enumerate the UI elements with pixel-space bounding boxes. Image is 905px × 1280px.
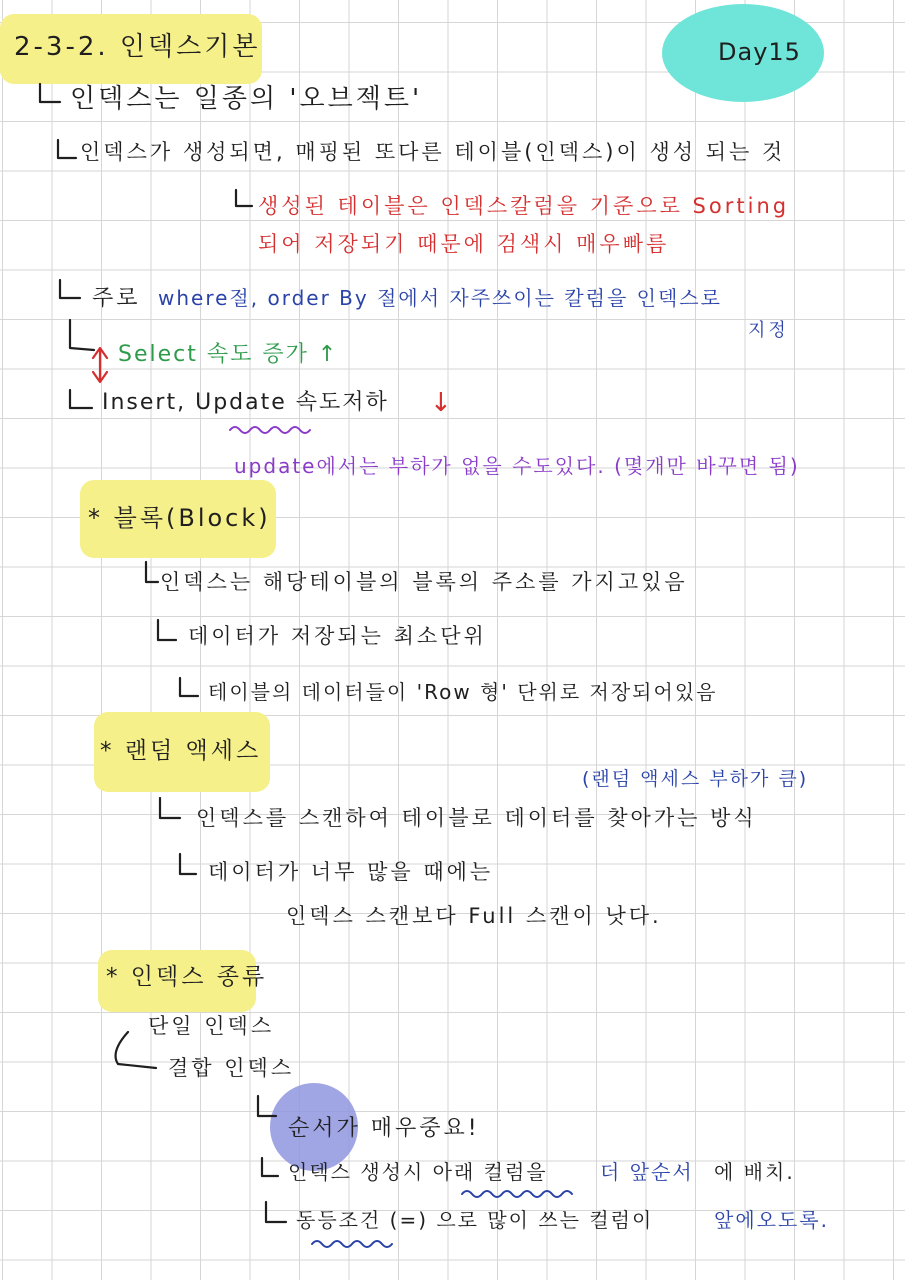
random-access-note-2: 데이터가 너무 많을 때에는 — [208, 860, 494, 884]
composite-note-create-a: 인덱스 생성시 아래 컬럼을 — [288, 1160, 548, 1184]
index-type-single: 단일 인덱스 — [148, 1014, 275, 1038]
composite-note-equal-a: 동등조건 (=) 으로 많이 쓰는 컬럼이 — [296, 1208, 654, 1232]
bullet-mark — [60, 280, 80, 298]
bullet-mark — [116, 1032, 156, 1068]
composite-note-create-b: 에 배치. — [714, 1160, 795, 1184]
day-badge: Day15 — [718, 38, 801, 66]
update-underline — [230, 427, 310, 433]
note-line-7-purple: update에서는 부하가 없을 수도있다. (몇개만 바꾸면 됨) — [234, 454, 800, 478]
note-line-3-red-1: 생성된 테이블은 인덱스칼럼을 기준으로 Sorting — [258, 194, 790, 218]
equality-underline — [312, 1241, 392, 1247]
updown-arrow — [93, 348, 107, 382]
bullet-mark — [70, 390, 92, 408]
block-heading: * 블록(Block) — [88, 504, 271, 532]
note-line-3-red-2: 되어 저장되기 때문에 검색시 매우빠름 — [258, 232, 670, 256]
bullet-mark — [258, 1096, 276, 1116]
composite-note-order: 순서가 매우중요! — [288, 1116, 480, 1141]
bullet-mark — [146, 562, 158, 582]
index-type-composite: 결합 인덱스 — [168, 1056, 295, 1080]
block-note-2: 데이터가 저장되는 최소단위 — [188, 624, 487, 648]
note-line-5-green: Select 속도 증가 ↑ — [118, 342, 339, 367]
composite-note-equal-blue: 앞에오도록. — [714, 1208, 829, 1232]
note-line-4-blue-2: 지정 — [748, 320, 789, 341]
note-line-2: 인덱스가 생성되면, 매핑된 또다른 테이블(인덱스)이 생성 되는 것 — [80, 140, 786, 164]
composite-note-create-blue: 더 앞순서 — [600, 1160, 694, 1184]
bullet-mark — [236, 190, 252, 206]
block-note-1: 인덱스는 해당테이블의 블록의 주소를 가지고있음 — [160, 570, 688, 594]
block-note-3: 테이블의 데이터들이 'Row 형' 단위로 저장되어있음 — [208, 680, 718, 704]
index-types-heading: * 인덱스 종류 — [106, 964, 268, 990]
bullet-mark — [158, 620, 176, 640]
bullet-mark — [70, 320, 94, 350]
random-access-note-3: 인덱스 스캔보다 Full 스캔이 낫다. — [286, 904, 662, 928]
bullet-mark — [180, 854, 196, 874]
bullet-mark — [40, 84, 60, 102]
note-line-1: 인덱스는 일종의 '오브젝트' — [70, 84, 423, 114]
random-access-heading: * 랜덤 액세스 — [100, 738, 262, 764]
note-line-6-arrow: ↓ — [430, 388, 455, 418]
note-line-4-blue: where절, order By 절에서 자주쓰이는 칼럼을 인덱스로 — [158, 286, 722, 310]
bullet-mark — [58, 140, 76, 158]
bullet-mark — [262, 1158, 278, 1176]
bullet-mark — [160, 798, 180, 818]
column-underline — [462, 1191, 572, 1197]
note-line-6: Insert, Update 속도저하 — [102, 390, 389, 415]
bullet-mark — [266, 1202, 286, 1222]
bullet-mark — [180, 678, 198, 696]
note-line-4-prefix: 주로 — [92, 286, 141, 311]
random-access-blue-note: (랜덤 액세스 부하가 큼) — [582, 768, 809, 790]
random-access-note-1: 인덱스를 스캔하여 테이블로 데이터를 찾아가는 방식 — [196, 806, 757, 830]
page-title: 2-3-2. 인덱스기본 — [14, 32, 261, 62]
